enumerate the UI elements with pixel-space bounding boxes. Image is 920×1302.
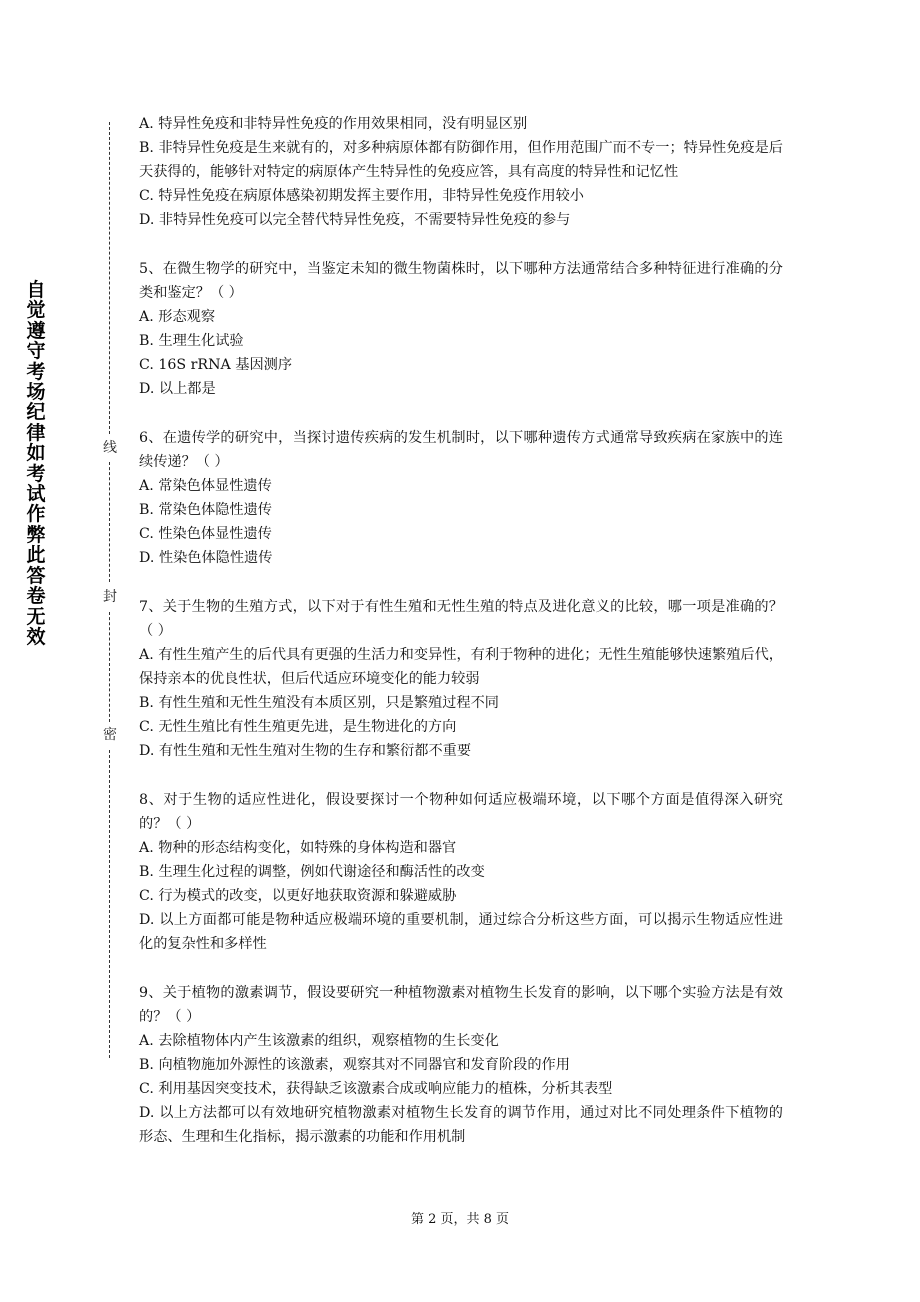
option-c: C. 特异性免疫在病原体感染初期发挥主要作用，非特异性免疫作用较小	[139, 188, 584, 204]
option-b: B. 向植物施加外源性的该激素，观察其对不同器官和发育阶段的作用	[139, 1057, 570, 1073]
option-a: A. 特异性免疫和非特异性免疫的作用效果相同，没有明显区别	[139, 116, 528, 132]
option-c: C. 无性生殖比有性生殖更先进，是生物进化的方向	[139, 719, 457, 735]
option-d: D. 非特异性免疫可以完全替代特异性免疫，不需要特异性免疫的参与	[139, 212, 571, 228]
option-d: D. 以上都是	[139, 381, 216, 397]
option-a: A. 去除植物体内产生该激素的组织，观察植物的生长变化	[139, 1033, 499, 1049]
binding-line	[100, 122, 120, 1058]
binding-mark-seal: 封	[103, 589, 117, 605]
question-stem: 6、在遗传学的研究中，当探讨遗传疾病的发生机制时，以下哪种遗传方式通常导致疾病在家族中的连续传递？（ ）	[139, 430, 783, 470]
option-b: B. 非特异性免疫是生来就有的，对多种病原体都有防御作用，但作用范围广而不专一；特异性免疫是后天获得的，能够针对特定的病原体产生特异性的免疫应答，具有高度的特异性和记忆性	[139, 140, 783, 180]
option-b: B. 有性生殖和无性生殖没有本质区别，只是繁殖过程不同	[139, 695, 499, 711]
option-b: B. 生理生化过程的调整，例如代谢途径和酶活性的改变	[139, 864, 485, 880]
option-a: A. 形态观察	[139, 309, 216, 325]
exam-discipline-notice: 自觉遵守考场纪律如考试作弊此答卷无效	[26, 279, 46, 648]
option-a: A. 物种的形态结构变化，如特殊的身体构造和器官	[139, 840, 457, 856]
option-b: B. 生理生化试验	[139, 333, 244, 349]
question-stem: 5、在微生物学的研究中，当鉴定未知的微生物菌株时，以下哪种方法通常结合多种特征进行准确的分类和鉴定？（ ）	[139, 261, 783, 301]
question-4-options	[139, 112, 783, 232]
binding-mark-line: 线	[103, 440, 117, 456]
option-c: C. 行为模式的改变，以更好地获取资源和躲避威胁	[139, 888, 457, 904]
option-d: D. 以上方法都可以有效地研究植物激素对植物生长发育的调节作用，通过对比不同处理条件下植物的形态、生理和生化指标，揭示激素的功能和作用机制	[139, 1105, 783, 1145]
binding-dash-segment	[109, 122, 110, 434]
binding-dash-segment	[109, 462, 110, 582]
option-c: C. 利用基因突变技术，获得缺乏该激素合成或响应能力的植株，分析其表型	[139, 1081, 613, 1097]
question-6	[139, 426, 783, 570]
option-c: C. 性染色体显性遗传	[139, 526, 272, 542]
binding-mark-secret: 密	[103, 727, 117, 743]
question-8	[139, 788, 783, 956]
question-stem: 7、关于生物的生殖方式，以下对于有性生殖和无性生殖的特点及进化意义的比较，哪一项是准确的？（ ）	[139, 599, 783, 639]
binding-dash-segment	[109, 750, 110, 1058]
option-d: D. 以上方面都可能是物种适应极端环境的重要机制，通过综合分析这些方面，可以揭示生物适应性进化的复杂性和多样性	[139, 912, 783, 952]
option-c: C. 16S rRNA 基因测序	[139, 357, 293, 373]
binding-dash-segment	[109, 612, 110, 722]
option-d: D. 有性生殖和无性生殖对生物的生存和繁衍都不重要	[139, 743, 472, 759]
option-b: B. 常染色体隐性遗传	[139, 502, 272, 518]
question-7	[139, 595, 783, 763]
question-5	[139, 257, 783, 401]
question-list	[139, 112, 783, 1174]
question-stem: 8、对于生物的适应性进化，假设要探讨一个物种如何适应极端环境，以下哪个方面是值得深入研究的？（ ）	[139, 792, 783, 832]
question-9	[139, 981, 783, 1149]
option-a: A. 有性生殖产生的后代具有更强的生活力和变异性，有利于物种的进化；无性生殖能够快速繁殖后代，保持亲本的优良性状，但后代适应环境变化的能力较弱	[139, 647, 783, 687]
question-stem: 9、关于植物的激素调节，假设要研究一种植物激素对植物生长发育的影响，以下哪个实验方法是有效的？（ ）	[139, 985, 783, 1025]
page-number: 第 2 页，共 8 页	[410, 1212, 510, 1227]
option-d: D. 性染色体隐性遗传	[139, 550, 273, 566]
option-a: A. 常染色体显性遗传	[139, 478, 272, 494]
